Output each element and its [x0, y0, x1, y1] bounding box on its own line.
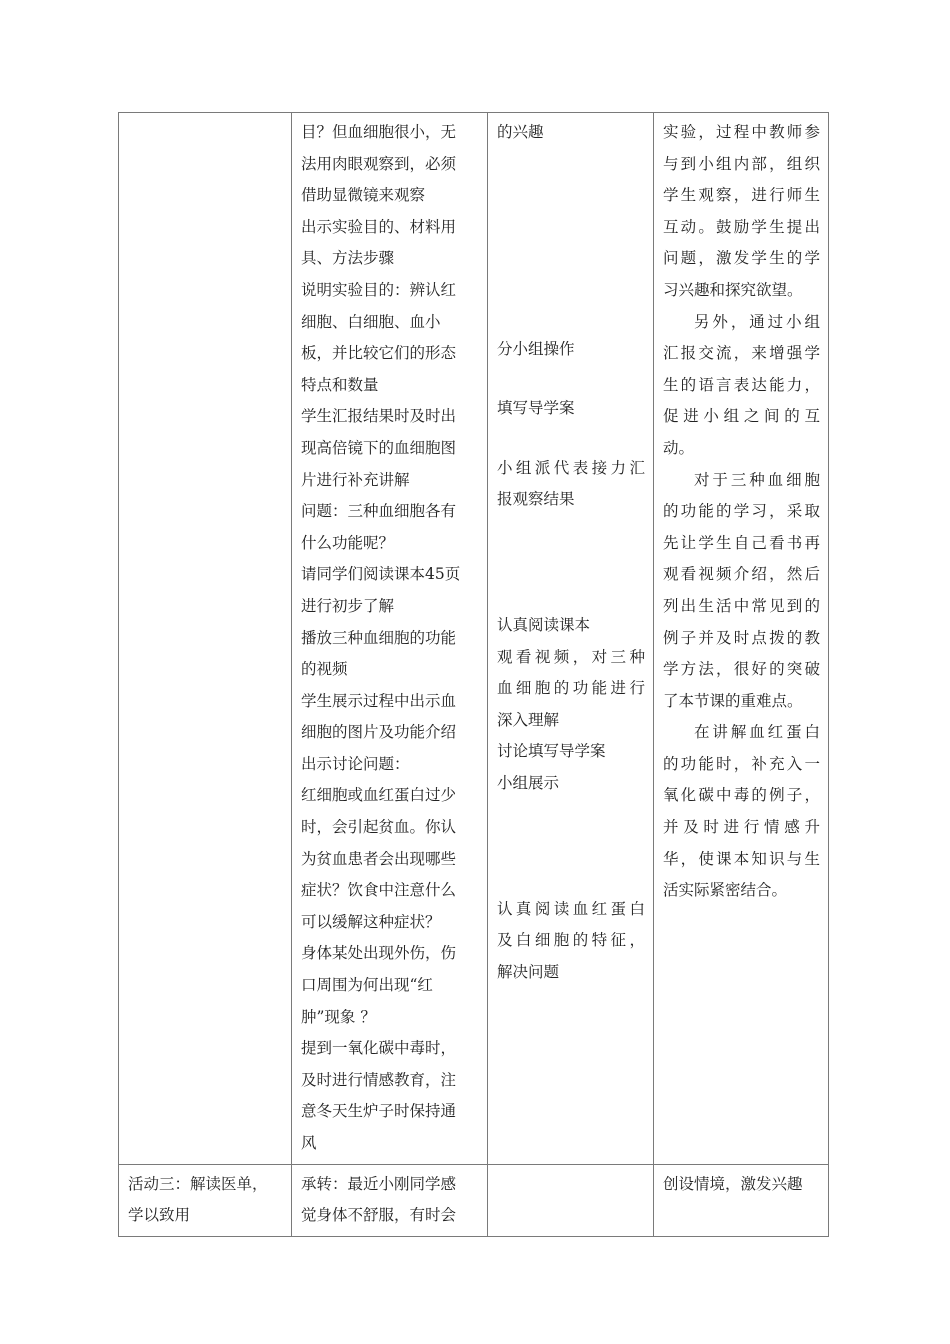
student-activity-line: 的兴趣 [497, 123, 544, 141]
teacher-activity-line: 细胞的图片及功能介绍 [301, 723, 457, 742]
activity-cell [119, 1164, 292, 1236]
teacher-activity-line: 出示实验目的、材料用 [301, 217, 457, 236]
teacher-activity-line: 为贫血患者会出现哪些 [301, 849, 457, 868]
teacher-activity-line: 的视频 [301, 660, 348, 679]
design-intent-line: 创设情境，激发兴趣 [663, 1174, 803, 1193]
design-intent-line: 列出生活中常见到的 [663, 596, 820, 615]
teacher-activity-line: 问题：三种血细胞各有 [301, 502, 457, 521]
design-intent-line: 了本节课的重难点。 [663, 691, 803, 710]
design-intent-line: 促进小组之间的互 [663, 407, 820, 426]
student-activity-line: 填写导学案 [497, 399, 575, 418]
lesson-plan-table [118, 112, 829, 1237]
teacher-activity-line: 红细胞或血红蛋白过少 [301, 786, 457, 805]
teacher-activity-line: 学生汇报结果时及时出 [301, 407, 457, 426]
student-activity-line: 小组派代表接力汇 [497, 458, 645, 477]
teacher-activity-line: 肿”现象 ？ [301, 1007, 376, 1026]
teacher-activity-cell [292, 1164, 488, 1236]
teacher-activity-line: 身体某处出现外伤，伤 [301, 944, 457, 963]
design-intent-line: 生的语言表达能力， [663, 375, 820, 394]
design-intent-line: 的功能时，补充入一 [663, 754, 820, 773]
design-intent-line: 习兴趣和探究欲望。 [663, 280, 803, 299]
teacher-activity-line: 请同学们阅读课本45页 [301, 565, 461, 584]
teacher-activity-line: 什么功能呢？ [301, 533, 395, 552]
student-activity-line: 深入理解 [497, 710, 560, 729]
design-intent-line: 学方法，很好的突破 [663, 660, 820, 679]
teacher-activity-line: 提到一氧化碳中毒时， [301, 1039, 457, 1058]
design-intent-line: 动。 [663, 438, 695, 457]
teacher-activity-line: 承转：最近小刚同学感 [301, 1174, 457, 1193]
teacher-activity-line: 症状？饮食中注意什么 [301, 881, 457, 900]
student-activity-line: 小组展示 [497, 773, 560, 792]
student-activity-line: 讨论填写导学案 [497, 742, 606, 761]
design-intent-line: 先让学生自己看书再 [663, 533, 820, 552]
table-row [119, 1164, 829, 1236]
design-intent-line: 实验，过程中教师参 [663, 123, 820, 141]
activity-line: 活动三：解读医单， [128, 1174, 268, 1193]
design-intent-line: 观看视频介绍，然后 [663, 565, 820, 584]
teacher-activity-line: 学生展示过程中出示血 [301, 691, 457, 710]
activity-cell [119, 113, 292, 1165]
design-intent-line: 另外，通过小组 [694, 312, 820, 331]
teacher-activity-line: 片进行补充讲解 [301, 470, 410, 489]
student-activity-line: 认真阅读课本 [497, 615, 591, 634]
teacher-activity-line: 出示讨论问题： [301, 754, 410, 773]
student-activity-line: 血细胞的功能进行 [497, 679, 645, 698]
teacher-activity-line: 风 [301, 1134, 317, 1152]
design-intent-cell [654, 1164, 829, 1236]
teacher-activity-cell [292, 113, 488, 1165]
design-intent-cell [654, 113, 829, 1165]
design-intent-line: 与到小组内部，组织 [663, 154, 820, 173]
design-intent-line: 对于三种血细胞 [694, 470, 820, 489]
teacher-activity-line: 现高倍镜下的血细胞图 [301, 438, 457, 457]
student-activity-line: 认真阅读血红蛋白 [497, 899, 645, 918]
design-intent-line: 氧化碳中毒的例子， [663, 786, 820, 805]
student-activity-line: 观看视频，对三种 [497, 647, 645, 666]
teacher-activity-line: 可以缓解这种症状？ [301, 912, 441, 931]
teacher-activity-line: 目？但血细胞很小，无 [301, 123, 457, 141]
teacher-activity-line: 及时进行情感教育，注 [301, 1070, 457, 1089]
teacher-activity-line: 时，会引起贫血。你认 [301, 818, 457, 837]
design-intent-line: 的功能的学习，采取 [663, 502, 820, 521]
teacher-activity-line: 细胞、白细胞、血小 [301, 312, 441, 331]
design-intent-line: 汇报交流，来增强学 [663, 344, 820, 363]
teacher-activity-line: 说明实验目的：辨认红 [301, 280, 457, 299]
design-intent-line: 活实际紧密结合。 [663, 881, 788, 900]
teacher-activity-line: 口周围为何出现“红 [301, 976, 433, 995]
teacher-activity-line: 播放三种血细胞的功能 [301, 628, 457, 647]
design-intent-line: 并及时进行情感升 [663, 818, 820, 837]
teacher-activity-line: 意冬天生炉子时保持通 [301, 1102, 457, 1121]
student-activity-line: 及白细胞的特征， [497, 931, 645, 950]
activity-line: 学以致用 [128, 1206, 191, 1225]
student-activity-line: 分小组操作 [497, 339, 575, 358]
teacher-activity-line: 法用肉眼观察到，必须 [301, 154, 457, 173]
teacher-activity-line: 觉身体不舒服，有时会 [301, 1206, 457, 1225]
design-intent-line: 互动。鼓励学生提出 [663, 217, 820, 236]
student-activity-line: 解决问题 [497, 962, 560, 981]
student-activity-line: 报观察结果 [497, 490, 575, 509]
teacher-activity-line: 进行初步了解 [301, 596, 395, 615]
design-intent-line: 问题，激发学生的学 [663, 249, 820, 268]
teacher-activity-line: 借助显微镜来观察 [301, 186, 426, 205]
design-intent-line: 华，使课本知识与生 [663, 849, 820, 868]
student-activity-cell [488, 113, 654, 1165]
table-row [119, 113, 829, 1165]
design-intent-line: 学生观察，进行师生 [663, 186, 820, 205]
teacher-activity-line: 特点和数量 [301, 375, 379, 394]
design-intent-line: 在讲解血红蛋白 [694, 723, 820, 742]
design-intent-line: 例子并及时点拨的教 [663, 628, 820, 647]
student-activity-cell [488, 1164, 654, 1236]
teacher-activity-line: 具、方法步骤 [301, 249, 395, 268]
teacher-activity-line: 板，并比较它们的形态 [301, 344, 457, 363]
